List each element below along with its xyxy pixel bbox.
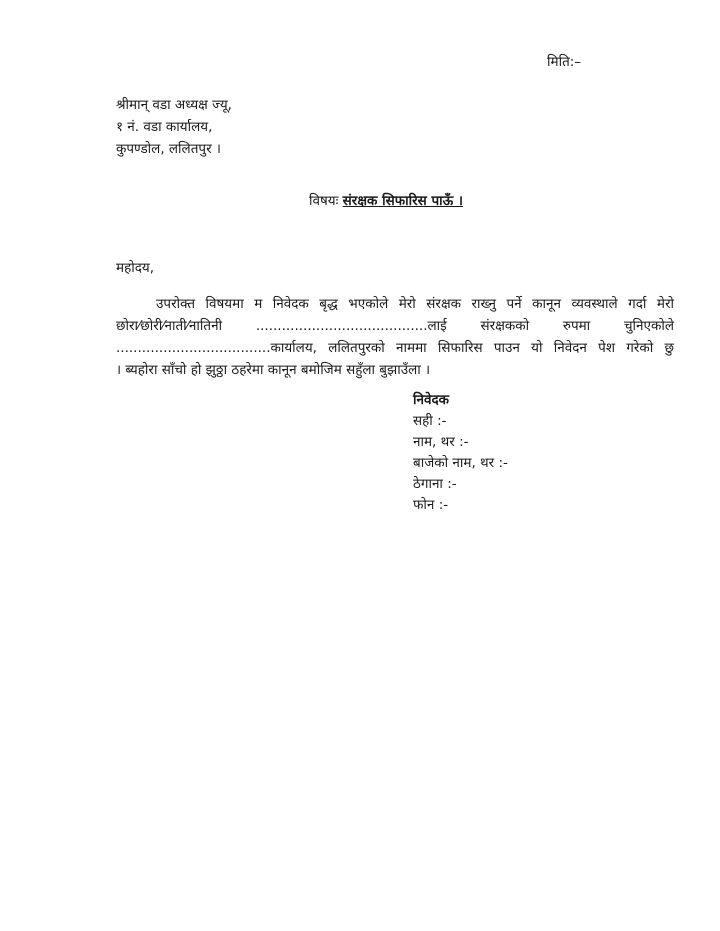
address-line-3: कुपण्डोल, ललितपुर । [116,141,221,157]
body-line-4: । ब्यहोरा साँचो हो झुठ्ठा ठहरेमा कानून बमोजिम सहुँला बुझाउँला । [116,362,431,378]
subject-line [309,191,463,209]
applicant-title: निवेदक [413,392,450,408]
name-field: नाम, थर :- [413,434,469,450]
signature-field: सही :- [413,413,447,429]
body-paragraph [116,293,674,381]
date-label: मिति:– [547,54,582,70]
body-line-2: छोरा⁄छोरी⁄नाती⁄नातिनी ........................................लाई संरक्षकको रुपमा चुनिएकोले [116,318,674,334]
phone-field: फोन :- [413,497,449,513]
address-line-1: श्रीमान् वडा अध्यक्ष ज्यू, [116,97,232,113]
recipient-address [116,94,232,160]
address-field: ठेगाना :- [413,476,457,492]
subject-text: संरक्षक सिफारिस पाऊँ । [342,193,464,209]
address-line-2: १ नं. वडा कार्यालय, [116,119,213,135]
subject-label: विषयः [309,193,339,209]
applicant-block [413,390,508,516]
grandfather-name-field: बाजेको नाम, थर :- [413,455,508,471]
body-line-1: उपरोक्त विषयमा म निवेदक बृद्ध भएकोले मेरो संरक्षक राख्नु पर्ने कानून व्यवस्थाले गर्दा मेरो [156,296,674,312]
salutation: महोदय, [116,260,155,276]
body-line-3: ....................................कार्यालय, ललितपुरको नाममा सिफारिस पाउन यो निवेदन पेश गरेको छु [116,340,674,356]
